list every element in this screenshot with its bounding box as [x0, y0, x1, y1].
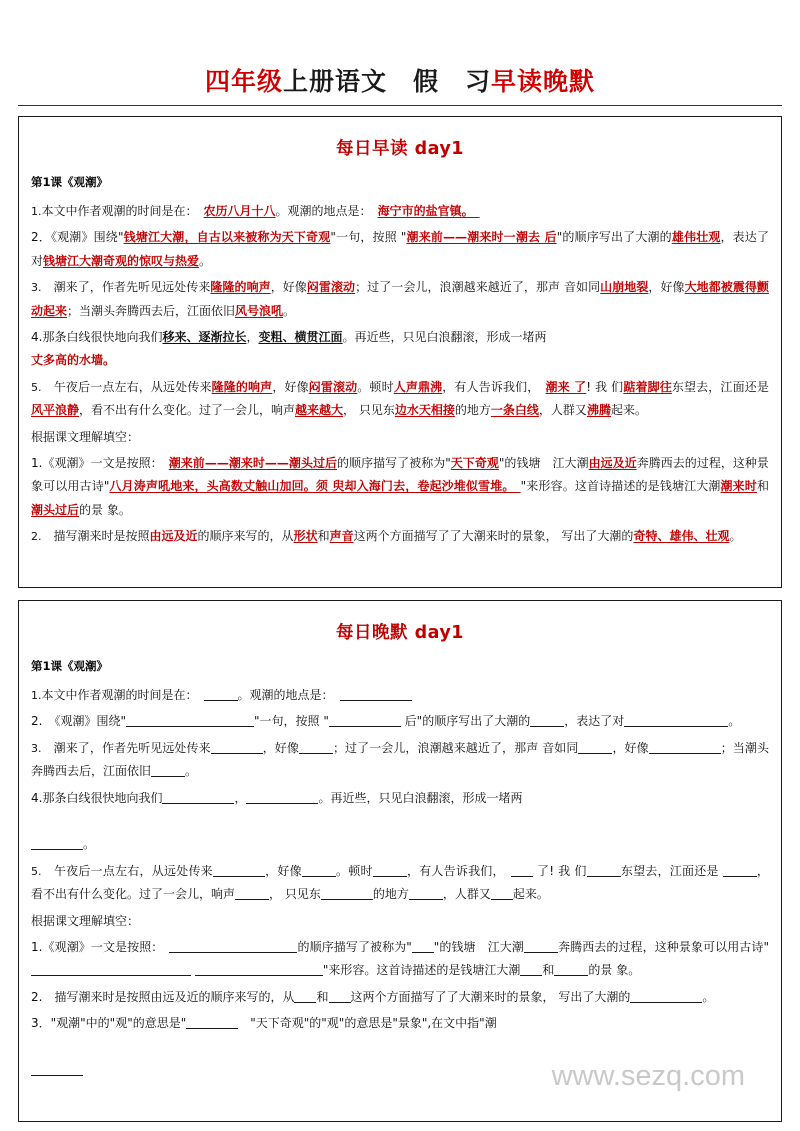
answer-text: 雄伟壮观 [671, 230, 721, 245]
morning-question-3: 3. 潮来了，作者先听见远处传来隆隆的响声，好像闷雷滚动；过了一会儿，浪潮越来越近了，那声 音如同山崩地裂，好像大地都被震得颤动起来；当潮头奔腾西去后，江面依旧风号浪吼。 [31, 280, 769, 318]
blank-line[interactable] [151, 765, 185, 777]
answer-text: 越来越大 [295, 403, 344, 418]
blank-line[interactable] [211, 741, 263, 753]
blank-line[interactable] [723, 864, 757, 876]
blank-line[interactable] [511, 864, 533, 876]
morning-fill-1: 1.《观潮》一文是按照： 潮来前——潮来时——潮头过后的顺序描写了被称为"天下奇观"的钱塘 江大潮由远及近奔腾西去的过程，这种景象可以用古诗"八月涛声吼地来，头高数丈触山加回。须 臾却入海门去，卷起沙堆似雪堆。 "来形容。这首诗描述的是钱塘江大潮潮来时和潮头过后的景 象。 [31, 455, 769, 517]
answer-text: 闷雷滚动 [306, 280, 356, 295]
answer-text: 闷雷滚动 [308, 379, 358, 394]
answer-text: 形状 [293, 529, 318, 544]
answer-text: 风号浪吼 [235, 303, 284, 318]
blank-line[interactable] [169, 941, 297, 953]
blank-line[interactable] [31, 964, 191, 976]
answer-text: 大地都被震得颤动起来 [31, 280, 769, 318]
morning-fill-2: 2. 描写潮来时是按照由远及近的顺序来写的，从形状和声音这两个方面描写了了大潮来时的景象， 写出了大潮的奇特、雄伟、壮观。 [31, 529, 742, 544]
answer-text: 潮来时 [720, 479, 757, 494]
answer-text: 潮来 了 [545, 379, 587, 394]
evening-fill-1: 1.《观潮》一文是按照： 的顺序描写了被称为" "的钱塘 江大潮 奔腾西去的过程，这种景象可以用古诗" "来形容。这首诗描述的是钱塘江大潮 和 的景 象。 [31, 939, 769, 978]
evening-section-title-text: 每日晚默 day1 [336, 623, 464, 643]
answer-text: 声音 [329, 529, 354, 544]
answer-text: 潮来前——潮来时——潮头过后 [168, 455, 338, 470]
answer-text: 隆隆的响声 [210, 280, 271, 295]
blank-line[interactable] [299, 741, 333, 753]
blank-line[interactable] [213, 864, 265, 876]
blank-line[interactable] [412, 941, 434, 953]
answer-text: 天下奇观 [450, 455, 499, 470]
evening-dictation-box [18, 600, 782, 1122]
answer-text: 丈多高的水墙。 [31, 353, 116, 368]
answer-underline-tail [508, 479, 520, 493]
blank-line[interactable] [204, 689, 238, 701]
page-title-red-2: 早读晚默 [491, 67, 596, 96]
evening-lesson-heading: 第1课《观潮》 [31, 659, 109, 673]
answer-text: 钱塘江大潮，自古以来被称为天下奇观 [123, 230, 331, 245]
answer-text: 潮来前——潮来时一潮去 后 [406, 230, 557, 245]
evening-fill-2: 2. 描写潮来时是按照由远及近的顺序来写的，从 和 这两个方面描写了了大潮来时的景象， 写出了大潮的 。 [31, 989, 715, 1004]
blank-line[interactable] [235, 888, 269, 900]
blank-line[interactable] [554, 964, 588, 976]
page-title-black: 上册语文 假 习 [282, 67, 491, 96]
site-watermark: www.sezq.com [551, 1060, 745, 1092]
blank-line[interactable] [302, 864, 336, 876]
blank-line[interactable] [587, 864, 621, 876]
blank-line[interactable] [578, 741, 612, 753]
blank-line[interactable] [630, 990, 702, 1002]
answer-text: 潮头过后 [31, 502, 80, 517]
answer-text: 由远及近 [149, 529, 198, 544]
answer-text: 海宁市的盐官镇。 [377, 204, 468, 218]
answer-text: 沸腾 [586, 403, 611, 418]
blank-line[interactable] [491, 888, 513, 900]
morning-question-4: 4.那条白线很快地向我们移来、逐渐拉长，变粗、横贯江面。再近些，只见白浪翻滚，形成一堵两 丈多高的水墙。 [31, 329, 547, 368]
morning-section-title-text: 每日早读 day1 [336, 139, 464, 159]
morning-fill-prompt: 根据课文理解填空： [31, 429, 140, 444]
answer-text: 农历八月十八 [203, 204, 276, 218]
morning-lesson-heading: 第1课《观潮》 [31, 175, 109, 189]
evening-question-3: 3. 潮来了，作者先听见远处传来 ，好像 ；过了一会儿，浪潮越来越近了，那声 音如同 ，好像 ；当潮头奔腾西去后，江面依旧 。 [31, 740, 769, 779]
answer-underline-tail [468, 204, 480, 218]
blank-line[interactable] [520, 964, 542, 976]
answer-text: 人声鼎沸 [393, 379, 443, 394]
evening-question-5: 5. 午夜后一点左右，从远处传来 ，好像 。顿时 ，有人告诉我们， 了! 我 们 东望去，江面还是 ，看不出有什么变化。过了一会儿，响声 ， 只见东 的地方 ，人群又 起来。 [31, 863, 769, 902]
evening-section-title [31, 619, 769, 644]
blank-line[interactable] [126, 715, 254, 727]
evening-fill-prompt: 根据课文理解填空： [31, 913, 140, 928]
blank-line[interactable] [329, 715, 401, 727]
blank-line[interactable] [294, 990, 316, 1002]
answer-text: 山崩地裂 [600, 280, 649, 295]
title-divider [18, 105, 782, 106]
blank-line[interactable] [649, 741, 721, 753]
answer-text: 一条白线 [490, 403, 539, 418]
blank-line[interactable] [31, 838, 83, 850]
blank-line[interactable] [329, 990, 351, 1002]
evening-question-2: 2. 《观潮》围绕" "一句，按照 " 后"的顺序写出了大潮的 ，表达了对 。 [31, 714, 741, 729]
blank-line[interactable] [524, 941, 558, 953]
morning-question-1: 1.本文中作者观潮的时间是在： 农历八月十八。观潮的地点是： 海宁市的盐官镇。 [31, 200, 769, 223]
blank-line[interactable] [321, 888, 373, 900]
morning-section-title [31, 135, 769, 160]
answer-text: 八月涛声吼地来，头高数丈触山加回。须 臾却入海门去，卷起沙堆似雪堆。 [109, 479, 509, 494]
blank-line[interactable] [340, 689, 412, 701]
answer-text: 踮着脚往 [623, 379, 672, 394]
blank-line[interactable] [530, 715, 564, 727]
answer-text: 隆隆的响声 [211, 379, 273, 394]
morning-reading-box [18, 116, 782, 588]
answer-text: 钱塘江大潮奇观的惊叹与热爱 [43, 253, 200, 268]
blank-line[interactable] [31, 1063, 83, 1075]
answer-text: 风平浪静 [31, 403, 80, 418]
morning-question-5: 5. 午夜后一点左右，从远处传来隆隆的响声，好像闷雷滚动。顿时人声鼎沸，有人告诉我们， 潮来 了! 我 们踮着脚往东望去，江面还是风平浪静，看不出有什么变化。过了一会儿，响声越来越大， 只见东边水天相接的地方一条白线，人群又沸腾起来。 [31, 379, 769, 418]
page-title-red-1: 四年级 [204, 67, 283, 96]
answer-text: 奇特、雄伟、壮观 [633, 529, 730, 544]
evening-question-4: 4.那条白线很快地向我们 ， 。再近些，只见白浪翻滚，形成一堵两 。 [31, 790, 523, 852]
answer-text: 变粗、横贯江面 [258, 329, 343, 344]
morning-question-2: 2．《观潮》围绕"钱塘江大潮，自古以来被称为天下奇观"一句，按照 "潮来前——潮来时一潮去 后"的顺序写出了大潮的雄伟壮观，表达了对钱塘江大潮奇观的惊叹与热爱。 [31, 230, 769, 268]
blank-line[interactable] [409, 888, 443, 900]
blank-line[interactable] [624, 715, 728, 727]
blank-line[interactable] [373, 864, 407, 876]
answer-text: 移来、逐渐拉长 [162, 329, 247, 344]
page-title [18, 0, 782, 105]
evening-question-1: 1.本文中作者观潮的时间是在： 。观潮的地点是： [31, 684, 769, 707]
blank-line[interactable] [246, 791, 318, 803]
evening-fill-3: 3．"观潮"中的"观"的意思是" "天下奇观"的"观"的意思是"景象",在文中指"潮 [31, 1012, 769, 1082]
answer-text: 由远及近 [588, 455, 637, 470]
blank-line[interactable] [162, 791, 234, 803]
answer-text: 边水天相接 [394, 403, 455, 418]
blank-line[interactable] [186, 1017, 238, 1029]
blank-line[interactable] [195, 964, 323, 976]
